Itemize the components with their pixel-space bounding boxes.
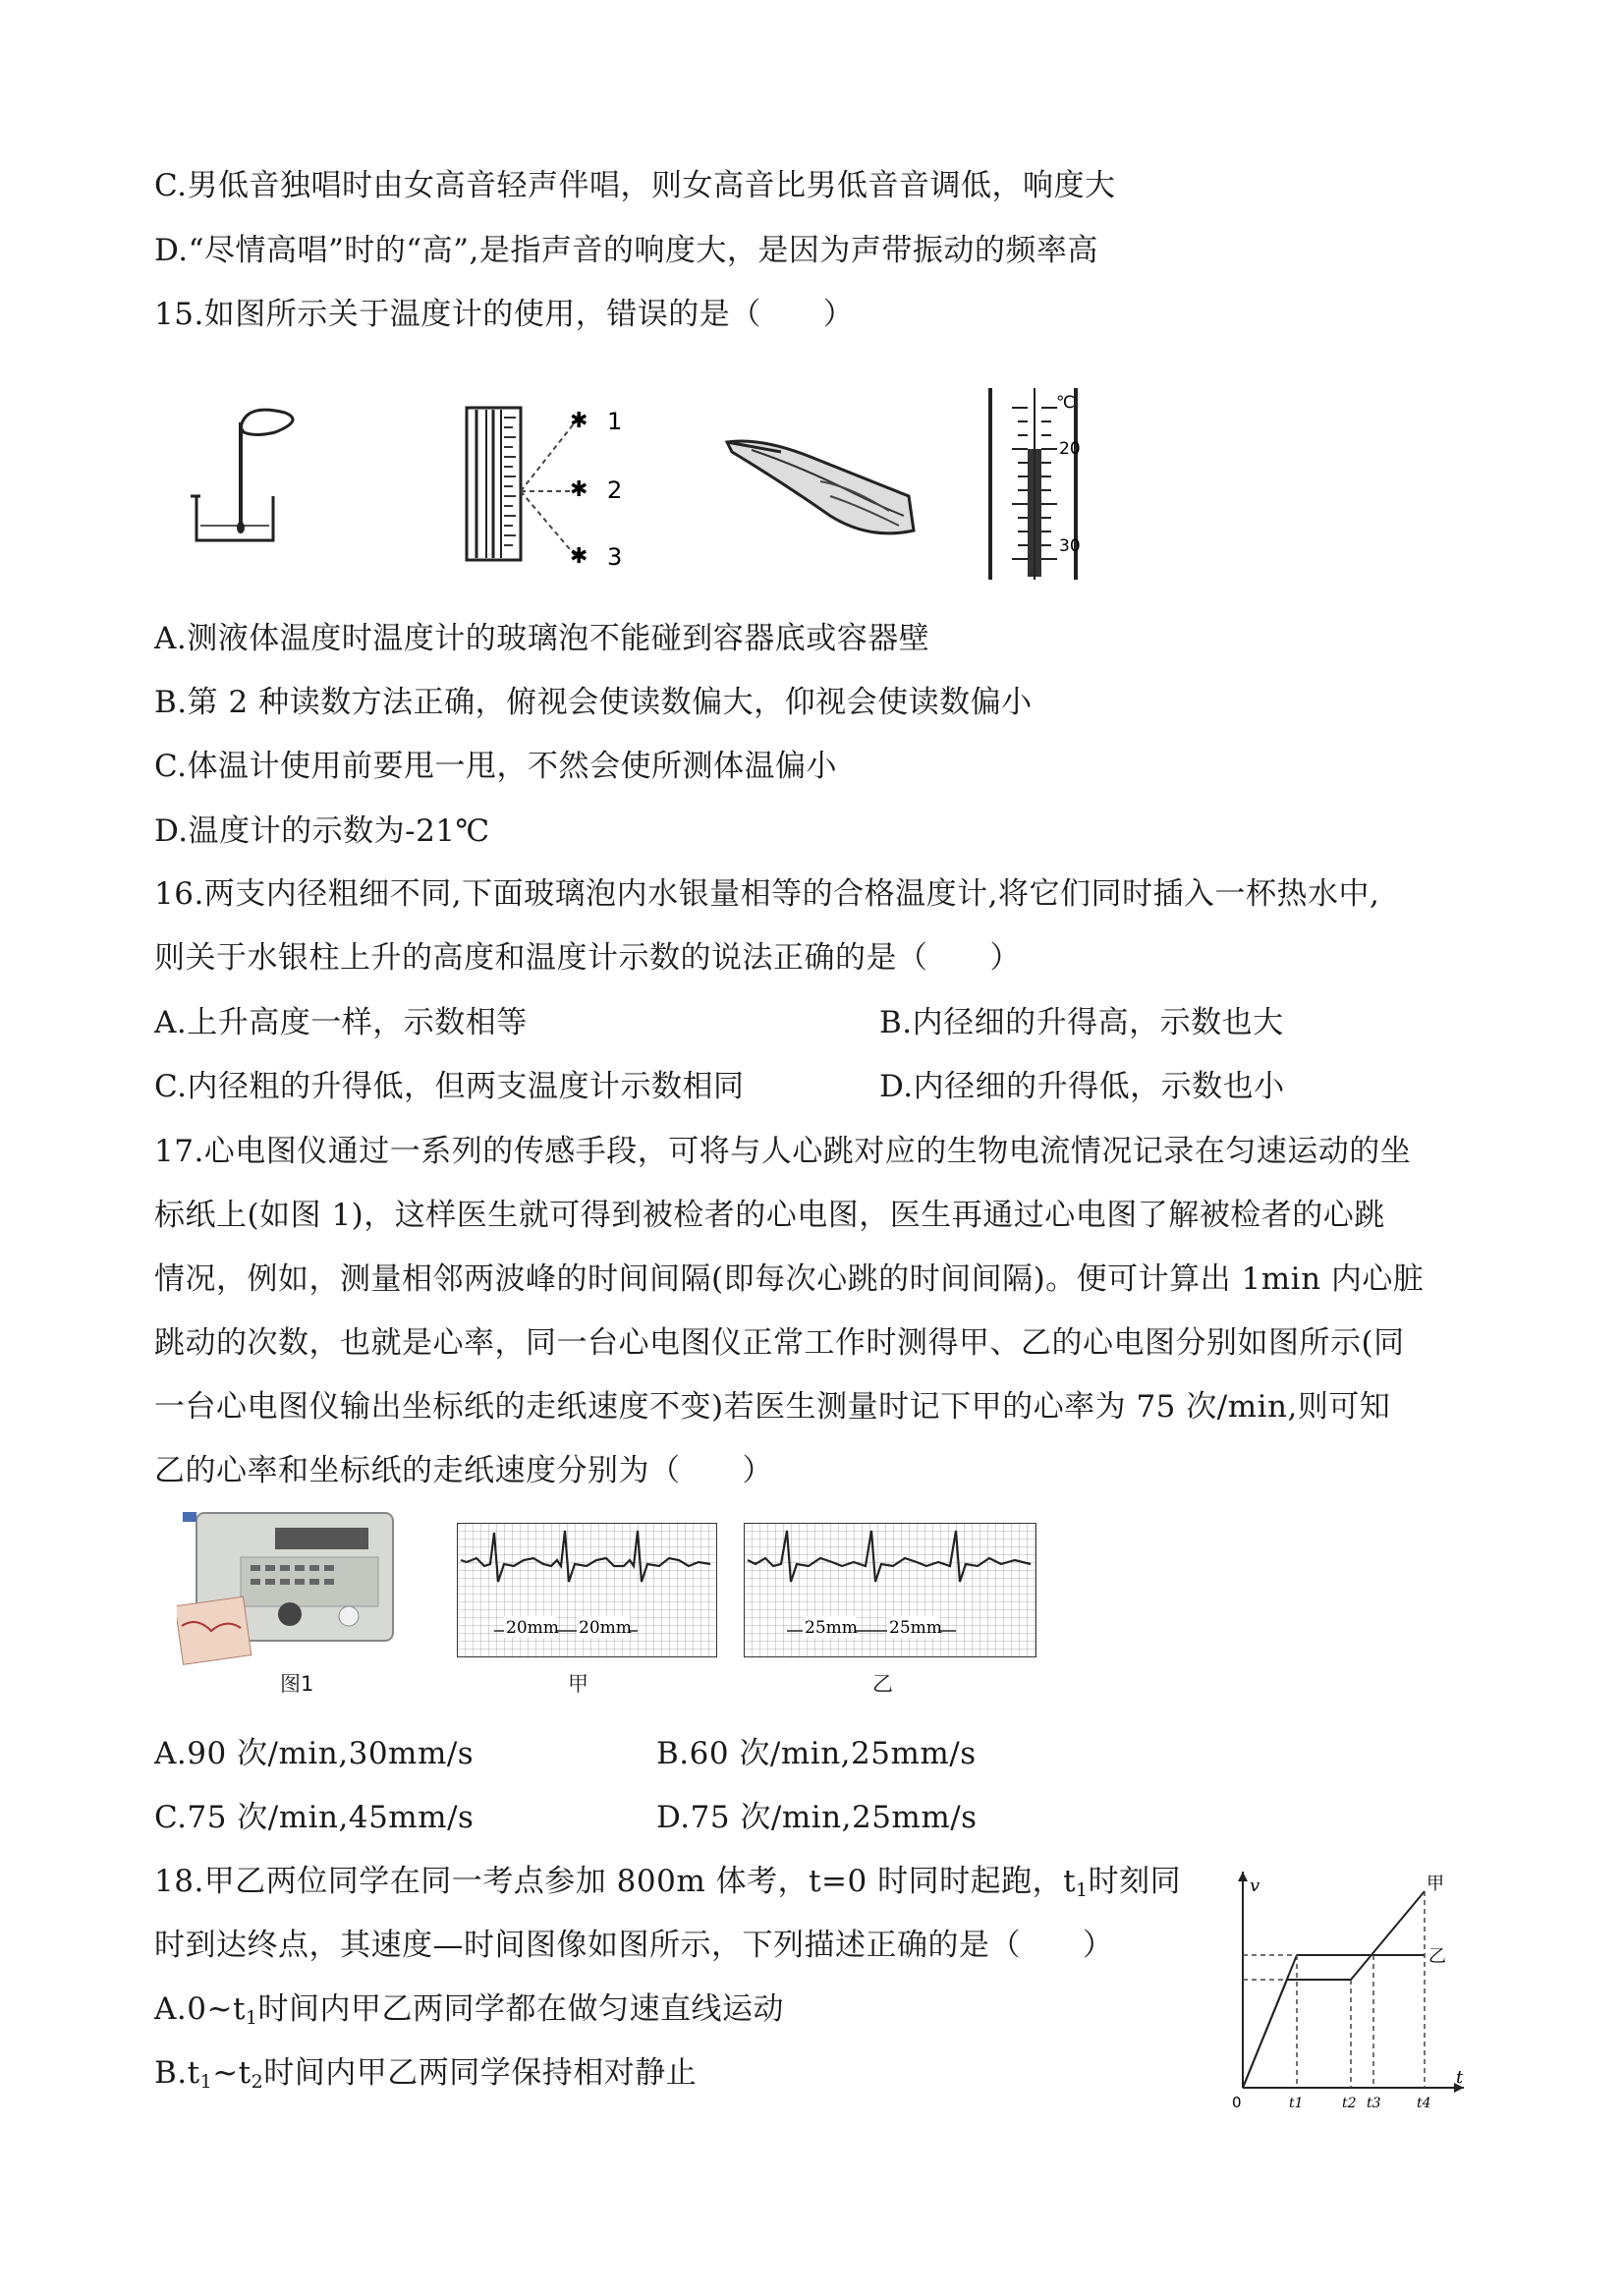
scale-unit: ℃ xyxy=(1056,393,1076,413)
reading-mark-1: 1 xyxy=(607,408,623,435)
scale-20: 20 xyxy=(1059,439,1081,459)
option-d-q14: D.“尽情高唱”时的“高”,是指声音的响度大，是因为声带振动的频率高 xyxy=(154,233,1098,268)
tick-t2: t2 xyxy=(1342,2096,1357,2111)
beaker-thermometer-figure xyxy=(187,393,314,550)
scale-30: 30 xyxy=(1059,536,1081,556)
tick-t4: t4 xyxy=(1417,2096,1431,2111)
q15-option-b: B.第 2 种读数方法正确，俯视会使读数偏大，仰视会使读数偏小 xyxy=(154,685,1033,720)
q16-option-d: D.内径细的升得低，示数也小 xyxy=(879,1069,1285,1104)
question-17-line1: 17.心电图仪通过一系列的传感手段，可将与人心跳对应的生物电流情况记录在匀速运动的坐 xyxy=(154,1134,1412,1169)
q16-option-b: B.内径细的升得高，示数也大 xyxy=(879,1005,1284,1040)
q16-option-c: C.内径粗的升得低，但两支温度计示数相同 xyxy=(154,1069,745,1104)
q17-option-c: C.75 次/min,45mm/s xyxy=(154,1800,475,1835)
question-17-line5: 一台心电图仪输出坐标纸的走纸速度不变)若医生测量时记下甲的心率为 75 次/min,则可知 xyxy=(154,1389,1391,1425)
line-label-jia: 甲 xyxy=(1427,1874,1444,1894)
ecg-caption-yi: 乙 xyxy=(872,1672,893,1696)
axis-t: t xyxy=(1456,2067,1464,2088)
clinical-thermometer-hand-figure xyxy=(722,422,919,550)
ecg-jia-interval-1: 20mm xyxy=(506,1618,559,1638)
velocity-time-graph xyxy=(1228,1862,1483,2112)
q16-option-a: A.上升高度一样，示数相等 xyxy=(154,1005,528,1040)
ecg-yi-interval-1: 25mm xyxy=(805,1618,858,1638)
axis-v: v xyxy=(1250,1876,1260,1896)
q17-option-b: B.60 次/min,25mm/s xyxy=(656,1736,977,1771)
reading-mark-2: 2 xyxy=(607,476,623,504)
line-label-yi: 乙 xyxy=(1428,1946,1446,1967)
ecg-caption-jia: 甲 xyxy=(568,1672,588,1696)
option-c-q14: C.男低音独唱时由女高音轻声伴唱，则女高音比男低音音调低，响度大 xyxy=(154,168,1116,203)
thermometer-scale-figure xyxy=(982,388,1120,585)
q18-option-b: $B.t_1\sim t_2$时间内甲乙两同学保持相对静止 xyxy=(154,2055,698,2093)
q15-option-c: C.体温计使用前要甩一甩，不然会使所测体温偏小 xyxy=(154,749,837,784)
q17-option-d: D.75 次/min,25mm/s xyxy=(656,1800,978,1835)
question-18-line1: 18.甲乙两位同学在同一考点参加 800m 体考，t=0 时同时起跑，$t_1$时刻同 xyxy=(154,1864,1182,1901)
svg-text:✱: ✱ xyxy=(570,477,588,502)
ecg-jia-interval-2: 20mm xyxy=(579,1618,632,1638)
q18-option-a: $A.0\sim t_1$时间内甲乙两同学都在做匀速直线运动 xyxy=(154,1991,784,2029)
question-15: 15.如图所示关于温度计的使用，错误的是（ ） xyxy=(154,297,855,332)
ecg-yi-interval-2: 25mm xyxy=(889,1618,942,1638)
question-17-line3: 情况，例如，测量相邻两波峰的时间间隔(即每次心跳的时间间隔)。便可计算出 1min 内心脏 xyxy=(154,1261,1425,1297)
tick-t3: t3 xyxy=(1367,2096,1381,2111)
question-17-line6: 乙的心率和坐标纸的走纸速度分别为（ ） xyxy=(154,1453,773,1488)
q15-option-a: A.测液体温度时温度计的玻璃泡不能碰到容器底或容器壁 xyxy=(154,621,930,656)
ecg-yi-figure xyxy=(744,1523,1036,1657)
tick-t1: t1 xyxy=(1289,2096,1304,2111)
reading-angles-figure xyxy=(462,398,639,570)
question-17-line2: 标纸上(如图 1)，这样医生就可得到被检者的心电图，医生再通过心电图了解被检者的心跳 xyxy=(154,1198,1385,1233)
svg-text:✱: ✱ xyxy=(570,544,588,569)
ecg-jia-figure xyxy=(457,1523,717,1657)
ecg-caption-fig1: 图1 xyxy=(280,1672,314,1696)
ecg-machine-figure xyxy=(177,1508,413,1675)
question-16-line1: 16.两支内径粗细不同,下面玻璃泡内水银量相等的合格温度计,将它们同时插入一杯热水中, xyxy=(154,876,1380,912)
origin-label: 0 xyxy=(1232,2094,1242,2111)
question-16-line2: 则关于水银柱上升的高度和温度计示数的说法正确的是（ ） xyxy=(154,940,1021,976)
svg-text:✱: ✱ xyxy=(570,409,588,433)
q15-option-d: D.温度计的示数为-21℃ xyxy=(154,813,490,849)
question-18-line2: 时到达终点，其速度—时间图像如图所示，下列描述正确的是（ ） xyxy=(154,1928,1114,1963)
question-17-line4: 跳动的次数，也就是心率，同一台心电图仪正常工作时测得甲、乙的心电图分别如图所示(同 xyxy=(154,1325,1405,1361)
reading-mark-3: 3 xyxy=(607,543,623,570)
q17-option-a: A.90 次/min,30mm/s xyxy=(154,1736,475,1771)
